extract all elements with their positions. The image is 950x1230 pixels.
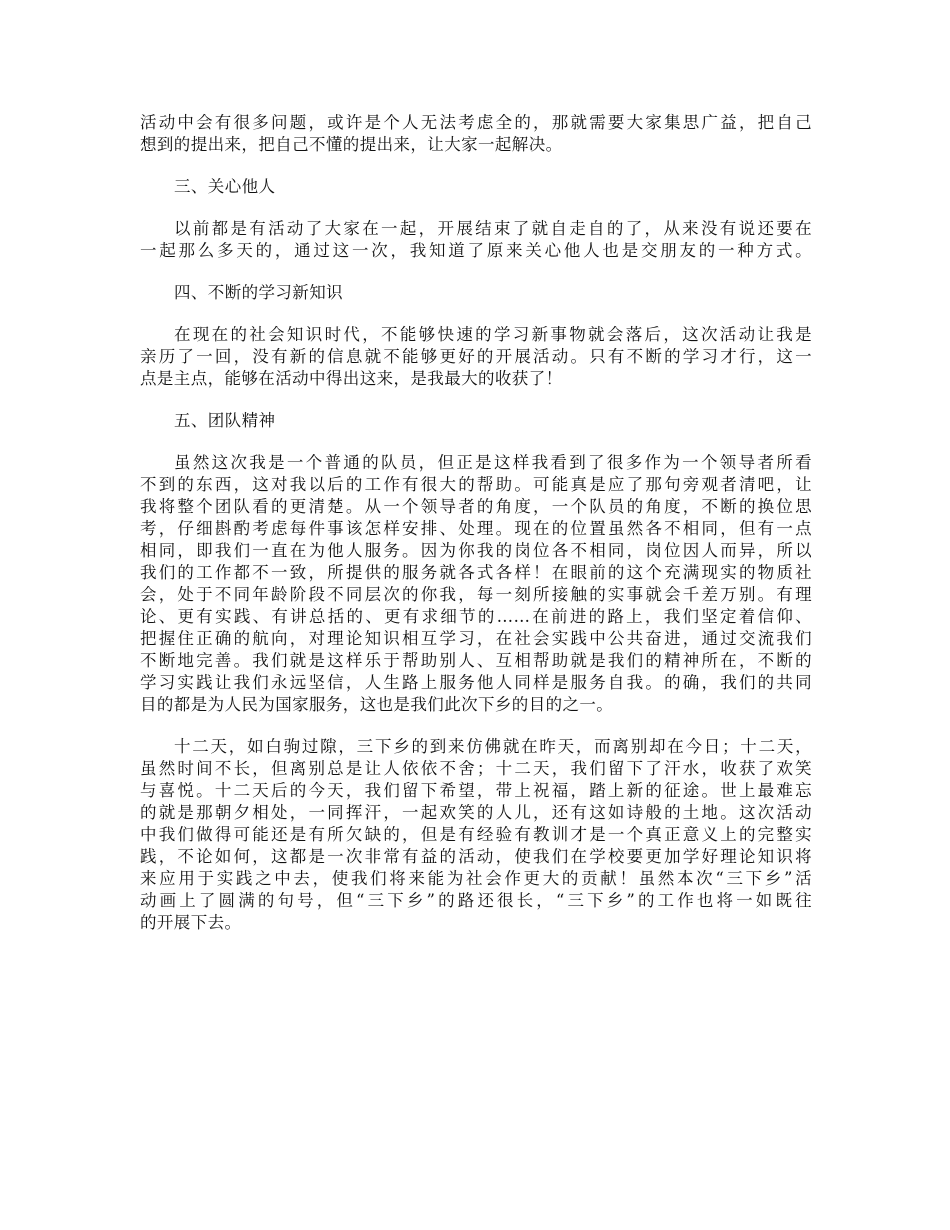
paragraph-care-for-others — [140, 218, 812, 262]
text-line: 的开展下去。 — [140, 913, 242, 932]
text-line: 不断地完善。我们就是这样乐于帮助别人、互相帮助就是我们的精神所在，不断的 — [140, 651, 812, 670]
text-line: 会，处于不同年龄阶段不同层次的你我，每一刻所接触的实事就会千差万别。有理 — [140, 585, 812, 604]
document-page — [140, 112, 812, 934]
section-heading-care-for-others — [140, 176, 812, 198]
text-line: 我将整个团队看的更清楚。从一个领导者的角度，一个队员的角度，不断的换位思 — [140, 497, 812, 516]
paragraph-continuation — [140, 112, 812, 156]
text-line: 中我们做得可能还是有所欠缺的，但是有经验有教训才是一个真正意义上的完整实 — [140, 825, 812, 844]
text-line: 不到的东西，这对我以后的工作有很大的帮助。可能真是应了那句旁观者清吧，让 — [140, 475, 812, 494]
text-line: 动画上了圆满的句号，但“三下乡”的路还很长，“三下乡”的工作也将一如既往 — [140, 891, 812, 910]
text-line: 虽然这次我是一个普通的队员，但正是这样我看到了很多作为一个领导者所看 — [174, 453, 812, 472]
paragraph-continuous-learning — [140, 324, 812, 390]
text-line: 论、更有实践、有讲总括的、更有求细节的……在前进的路上，我们坚定着信仰、 — [140, 607, 812, 626]
text-line: 我们的工作都不一致，所提供的服务就各式各样！在眼前的这个充满现实的物质社 — [140, 563, 812, 582]
heading-text: 三、关心他人 — [174, 177, 276, 196]
text-line: 来应用于实践之中去，使我们将来能为社会作更大的贡献！虽然本次“三下乡”活 — [140, 869, 812, 888]
text-line: 十二天，如白驹过隙，三下乡的到来仿佛就在昨天，而离别却在今日；十二天， — [174, 737, 812, 756]
text-line: 相同，即我们一直在为他人服务。因为你我的岗位各不相同，岗位因人而异，所以 — [140, 541, 812, 560]
text-line: 的就是那朝夕相处，一同挥汗，一起欢笑的人儿，还有这如诗般的土地。这次活动 — [140, 803, 812, 822]
text-line: 与喜悦。十二天后的今天，我们留下希望，带上祝福，踏上新的征途。世上最难忘 — [140, 781, 812, 800]
text-line: 想到的提出来，把自己不懂的提出来，让大家一起解决。 — [140, 135, 563, 154]
text-line: 虽然时间不长，但离别总是让人依依不舍；十二天，我们留下了汗水，收获了欢笑 — [140, 759, 812, 778]
paragraph-team-spirit — [140, 452, 812, 716]
text-line: 把握住正确的航向，对理论知识相互学习，在社会实践中公共奋进，通过交流我们 — [140, 629, 812, 648]
section-heading-team-spirit — [140, 410, 812, 432]
text-line: 以前都是有活动了大家在一起，开展结束了就自走自的了，从来没有说还要在 — [174, 219, 812, 238]
text-line: 亲历了一回，没有新的信息就不能够更好的开展活动。只有不断的学习才行，这一 — [140, 347, 812, 366]
text-line: 目的都是为人民为国家服务，这也是我们此次下乡的目的之一。 — [140, 695, 614, 714]
text-line: 践，不论如何，这都是一次非常有益的活动，使我们在学校要更加学好理论知识将 — [140, 847, 812, 866]
heading-text: 四、不断的学习新知识 — [174, 283, 343, 302]
text-line: 一起那么多天的，通过这一次，我知道了原来关心他人也是交朋友的一种方式。 — [140, 241, 812, 260]
heading-text: 五、团队精神 — [174, 411, 276, 430]
text-line: 学习实践让我们永远坚信，人生路上服务他人同样是服务自我。的确，我们的共同 — [140, 673, 812, 692]
paragraph-twelve-days — [140, 736, 812, 934]
section-heading-continuous-learning — [140, 282, 812, 304]
text-line: 活动中会有很多问题，或许是个人无法考虑全的，那就需要大家集思广益，把自己 — [140, 113, 812, 132]
text-line: 点是主点，能够在活动中得出这来，是我最大的收获了！ — [140, 369, 563, 388]
text-line: 在现在的社会知识时代，不能够快速的学习新事物就会落后，这次活动让我是 — [174, 325, 812, 344]
text-line: 考，仔细斟酌考虑每件事该怎样安排、处理。现在的位置虽然各不相同，但有一点 — [140, 519, 812, 538]
